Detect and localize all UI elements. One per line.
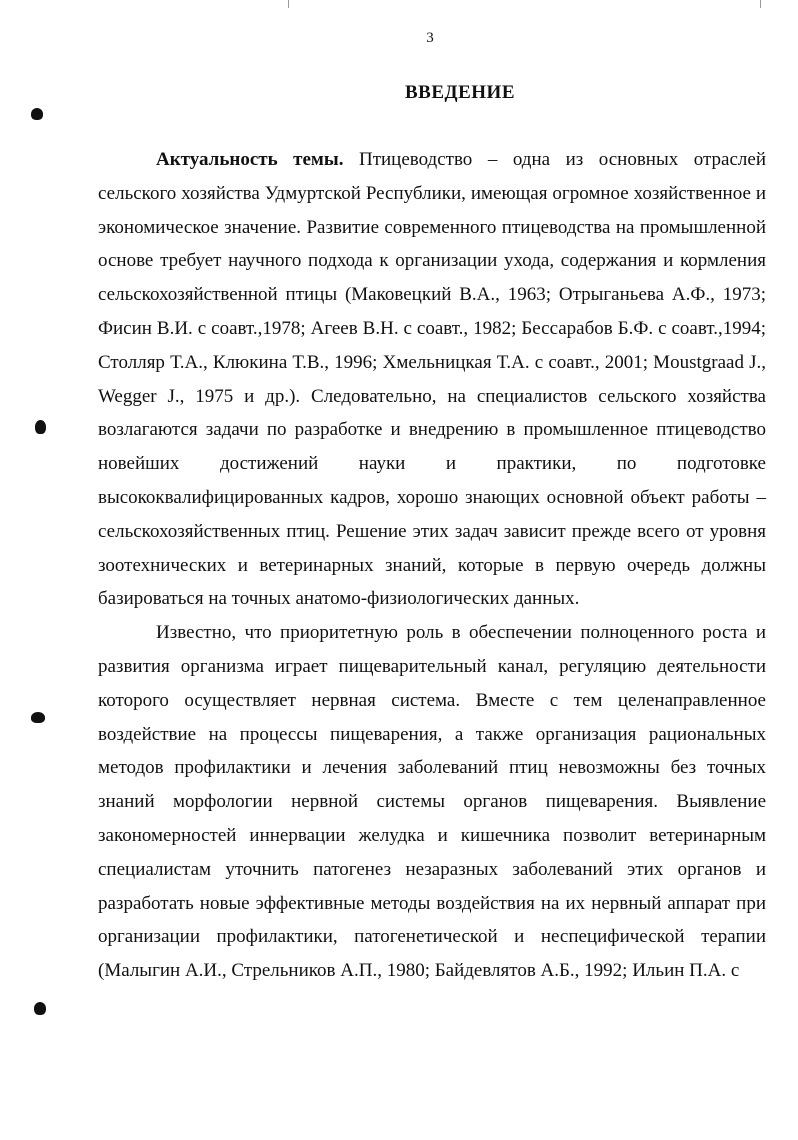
page-number: 3	[426, 30, 434, 46]
punch-hole-mark	[34, 1002, 46, 1015]
scan-mark	[760, 0, 761, 8]
punch-hole-mark	[31, 108, 43, 120]
punch-hole-mark	[35, 420, 46, 434]
paragraph-text: Известно, что приоритетную роль в обеспечении полноценного роста и развития организма играет пищеварительный канал, регуляцию деятельности которого осуществляет нервная система. Вместе с тем целенаправленное воздействие на процессы пищеварения, а также организация рациональных методов профилактики и лечения заболеваний птиц невозможны без точных знаний морфологии нервной системы органов пищеварения. Выявление закономерностей иннервации желудка и кишечника позволит ветеринарным специалистам уточнить патогенез незаразных заболеваний этих органов и разработать новые эффективные методы воздействия на их нервный аппарат при организации профилактики, патогенетической и неспецифической терапии (Малыгин А.И., Стрельников А.П., 1980; Байдевлятов А.Б., 1992; Ильин П.А. с	[98, 622, 766, 982]
paragraph-relevance	[98, 143, 766, 616]
document-body	[98, 143, 766, 988]
scan-mark	[288, 0, 289, 8]
paragraph-lead: Актуальность темы.	[156, 149, 344, 170]
page-title: ВВЕДЕНИЕ	[405, 82, 515, 103]
punch-hole-mark	[31, 712, 45, 723]
paragraph-digestion	[98, 616, 766, 988]
paragraph-text: Птицеводство – одна из основных отраслей сельского хозяйства Удмуртской Республики, имеющая огромное хозяйственное и экономическое значение. Развитие современного птицеводства на промышленной основе требует научного подхода к организации ухода, содержания и кормления сельскохозяйственной птицы (Маковецкий В.А., 1963; Отрыганьева А.Ф., 1973; Фисин В.И. с соавт.,1978; Агеев В.Н. с соавт., 1982; Бессарабов Б.Ф. с соавт.,1994; Столляр Т.А., Клюкина Т.В., 1996; Хмельницкая Т.А. с соавт., 2001; Moustgraad J., Wegger J., 1975 и др.). Следовательно, на специалистов сельского хозяйства возлагаются задачи по разработке и внедрению в промышленное птицеводство новейших достижений науки и практики, по подготовке высококвалифицированных кадров, хорошо знающих основной объект работы – сельскохозяйственных птиц. Решение этих задач зависит прежде всего от уровня зоотехнических и ветеринарных знаний, которые в первую очередь должны базироваться на точных анатомо-физиологических данных.	[98, 149, 766, 610]
